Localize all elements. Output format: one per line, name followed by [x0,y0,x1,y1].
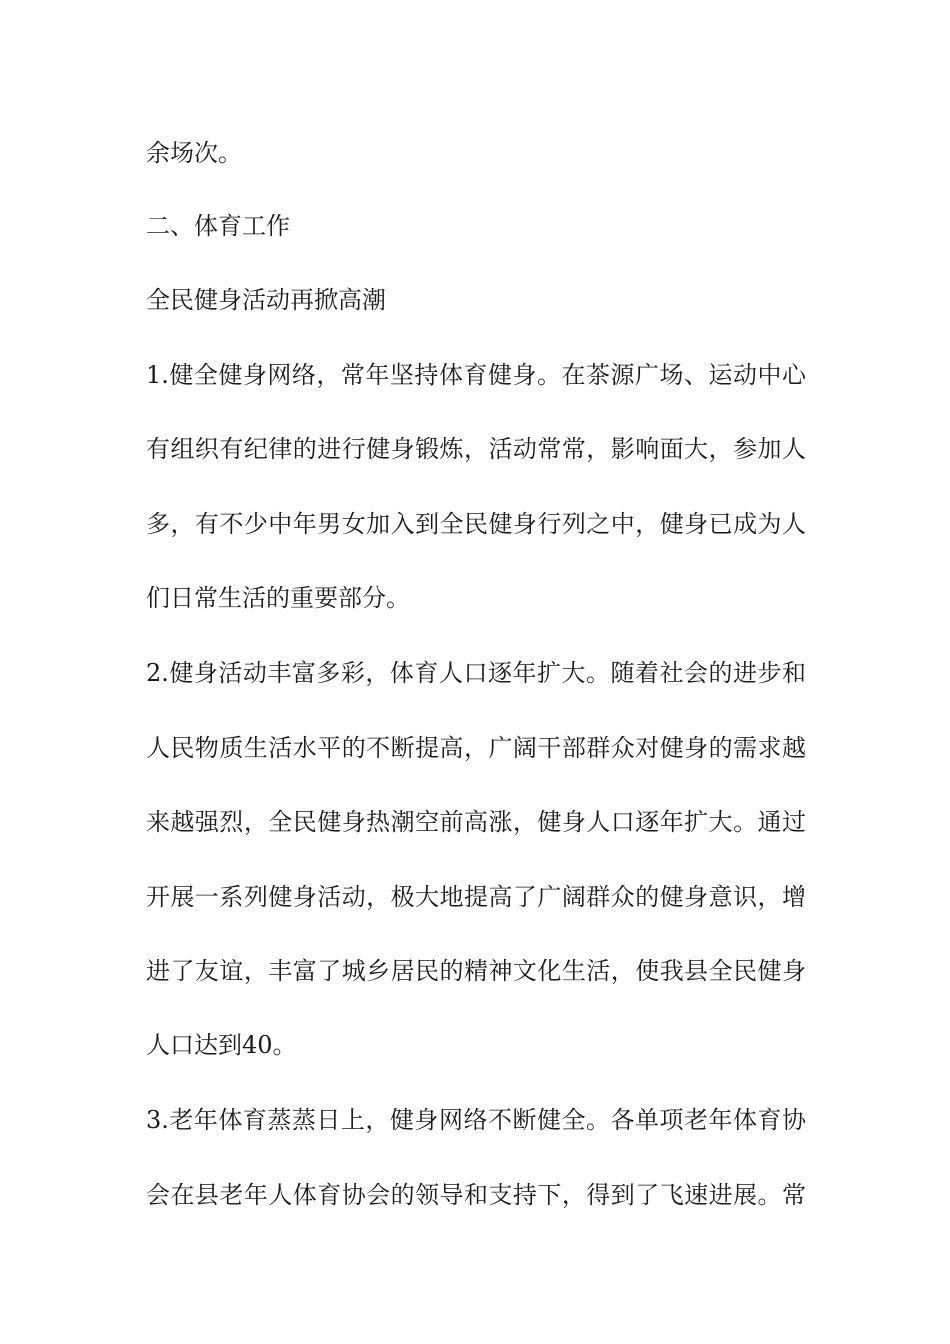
text-line: 有组织有纪律的进行健身锻炼，活动常常，影响面大，参加人 [146,435,806,463]
text-line: 来越强烈，全民健身热潮空前高涨，健身人口逐年扩大。通过 [146,808,806,836]
subsection-heading: 全民健身活动再掀高潮 [146,286,386,314]
text-line: 们日常生活的重要部分。 [146,584,410,612]
text-line: 2.健身活动丰富多彩，体育人口逐年扩大。随着社会的进步和 [146,659,806,687]
text-line: 余场次。 [146,139,242,167]
text-line: 开展一系列健身活动，极大地提高了广阔群众的健身意识，增 [146,883,806,911]
text-line: 人口达到40。 [146,1031,297,1059]
text-line: 1.健全健身网络，常年坚持体育健身。在茶源广场、运动中心 [146,361,806,389]
text-line: 人民物质生活水平的不断提高，广阔干部群众对健身的需求越 [146,734,806,762]
text-line: 进了友谊，丰富了城乡居民的精神文化生活，使我县全民健身 [146,957,806,985]
text-line: 多，有不少中年男女加入到全民健身行列之中，健身已成为人 [146,510,806,538]
text-line: 3.老年体育蒸蒸日上，健身网络不断健全。各单项老年体育协 [146,1106,806,1134]
text-line: 会在县老年人体育协会的领导和支持下，得到了飞速进展。常 [146,1181,806,1209]
section-heading: 二、体育工作 [146,212,290,240]
